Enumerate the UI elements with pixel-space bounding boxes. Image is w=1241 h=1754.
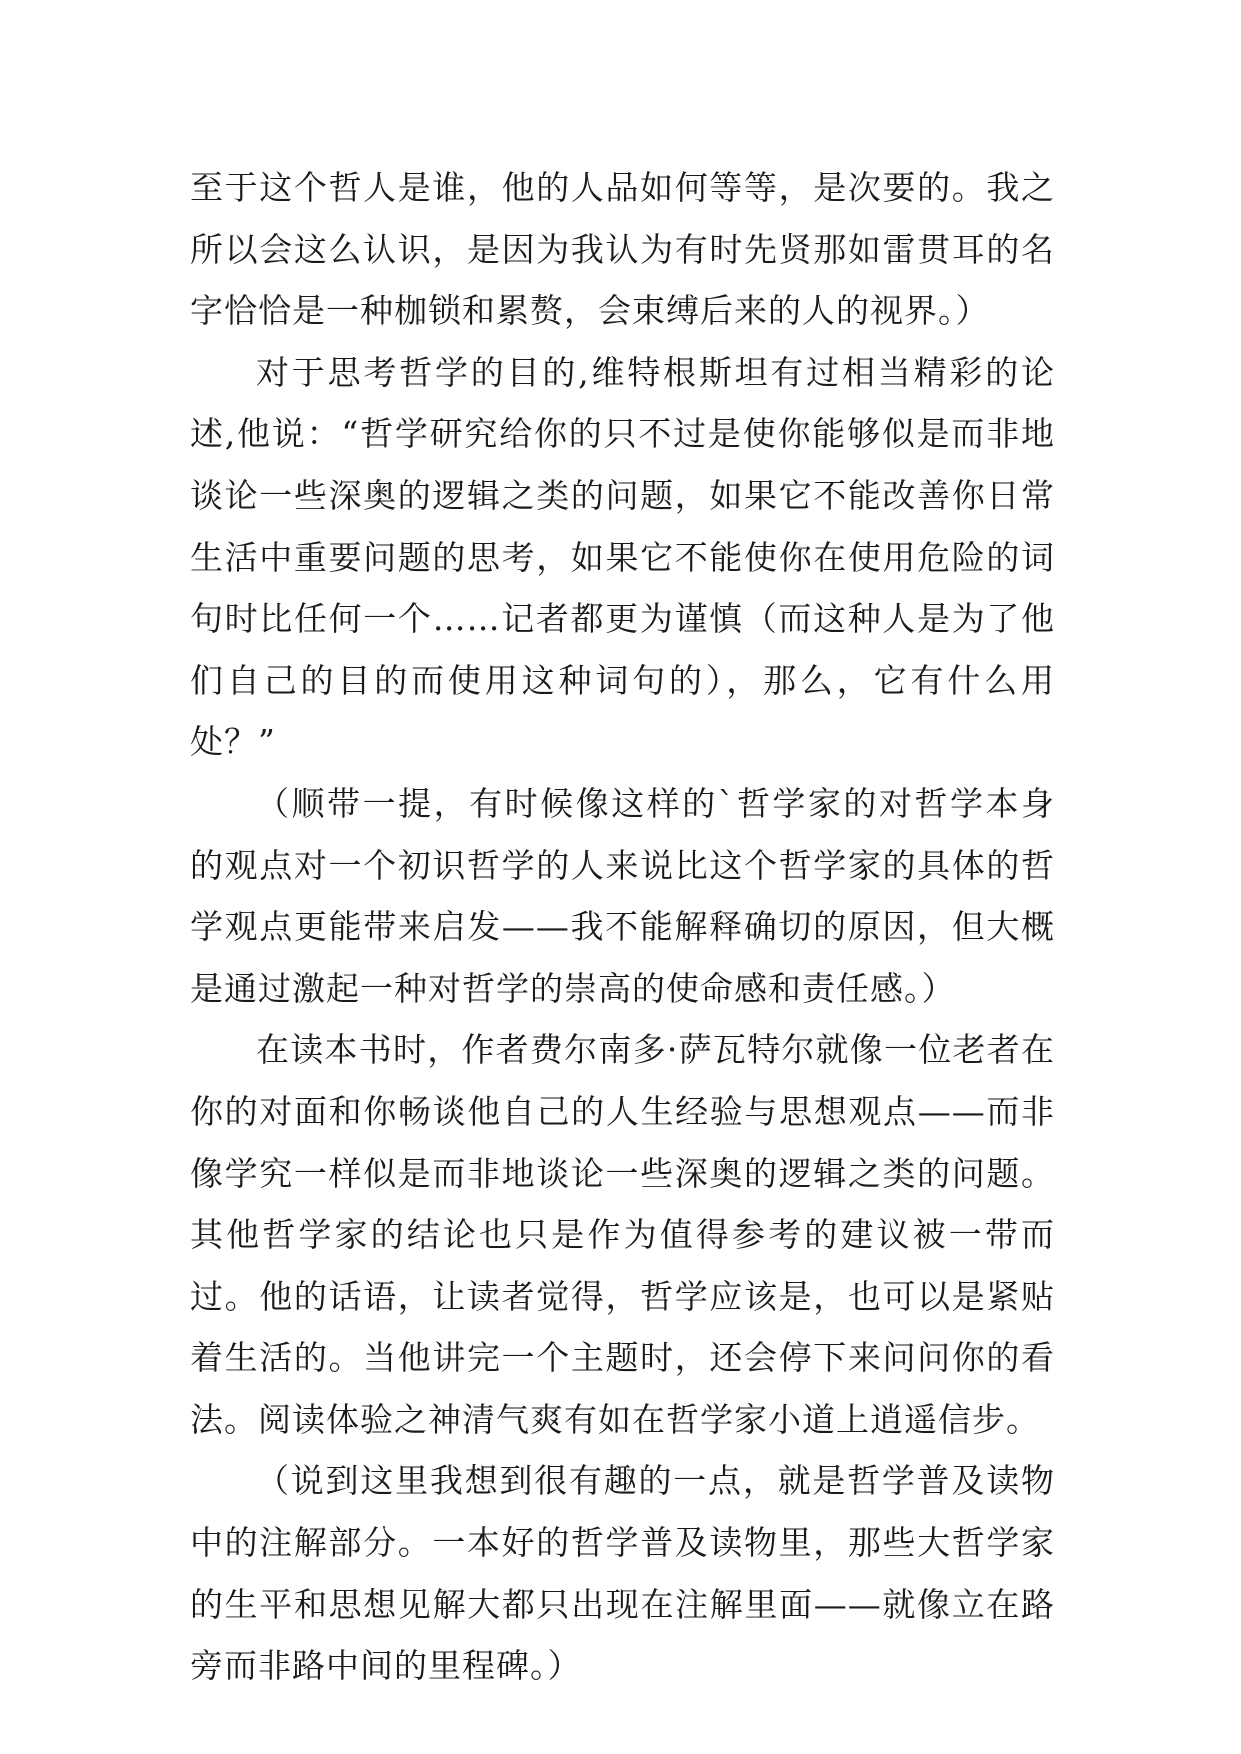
paragraph-1: 至于这个哲人是谁，他的人品如何等等，是次要的。我之所以会这么认识，是因为我认为有时先贤那如雷贯耳的名字恰恰是一种枷锁和累赘，会束缚后来的人的视界。） [190, 168, 1055, 331]
paragraph-2: 对于思考哲学的目的,维特根斯坦有过相当精彩的论述,他说：“哲学研究给你的只不过是使你能够似是而非地谈论一些深奥的逻辑之类的问题，如果它不能改善你日常生活中重要问题的思考，如果它不能使你在使用危险的词句时比任何一个……记者都更为谨慎（而这种人是为了他们自己的目的而使用这种词句的），那么，它有什么用处？” [190, 352, 1055, 762]
paragraph-5: （说到这里我想到很有趣的一点，就是哲学普及读物中的注解部分。一本好的哲学普及读物里，那些大哲学家的生平和思想见解大都只出现在注解里面——就像立在路旁而非路中间的里程碑。） [190, 1461, 1055, 1686]
paragraph-3: （顺带一提，有时候像这样的`哲学家的对哲学本身的观点对一个初识哲学的人来说比这个哲学家的具体的哲学观点更能带来启发——我不能解释确切的原因，但大概是通过激起一种对哲学的崇高的使命感和责任感。） [190, 783, 1055, 1008]
document-body [190, 157, 1055, 1697]
paragraph-4: 在读本书时，作者费尔南多·萨瓦特尔就像一位老者在你的对面和你畅谈他自己的人生经验与思想观点——而非像学究一样似是而非地谈论一些深奥的逻辑之类的问题。其他哲学家的结论也只是作为值得参考的建议被一带而过。他的话语，让读者觉得，哲学应该是，也可以是紧贴着生活的。当他讲完一个主题时，还会停下来问问你的看法。阅读体验之神清气爽有如在哲学家小道上逍遥信步。 [190, 1030, 1055, 1439]
